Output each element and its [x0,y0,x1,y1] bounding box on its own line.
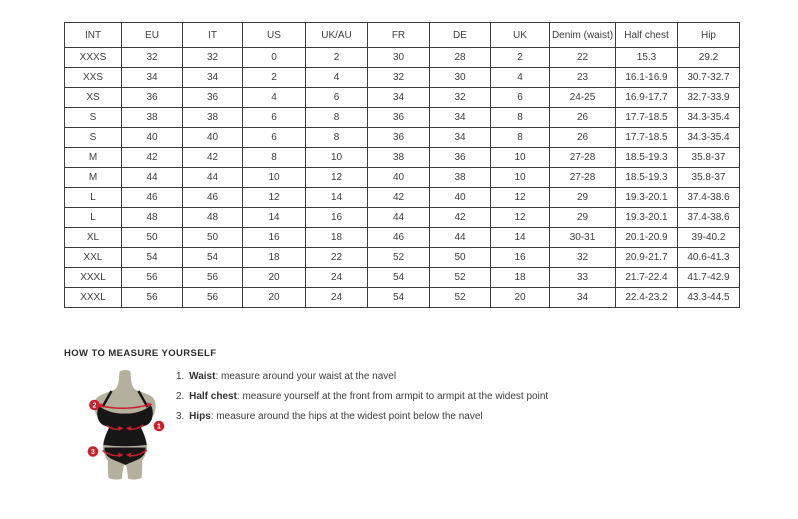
table-cell: 42 [122,148,183,168]
table-cell: 20 [243,288,306,308]
table-row [65,168,740,188]
table-cell: 40 [368,168,430,188]
table-row [65,288,740,308]
table-cell: 16 [306,208,368,228]
size-chart-table [64,22,740,308]
table-cell: 29 [550,208,616,228]
table-row [65,188,740,208]
table-cell: 18 [243,248,306,268]
table-cell: 56 [183,268,243,288]
table-cell: 20 [243,268,306,288]
table-row [65,228,740,248]
table-cell: 6 [243,128,306,148]
table-header-cell: UK [491,23,550,48]
table-cell: 34 [122,68,183,88]
table-cell: S [65,128,122,148]
table-cell: 4 [491,68,550,88]
table-cell: 16.9-17.7 [616,88,678,108]
table-cell: 34.3-35.4 [678,128,740,148]
table-cell: 18 [491,268,550,288]
table-cell: 10 [491,148,550,168]
table-cell: XXXS [65,48,122,68]
table-cell: 52 [430,288,491,308]
table-cell: 6 [306,88,368,108]
table-cell: 8 [491,128,550,148]
table-cell: 14 [243,208,306,228]
measure-step-half-chest [176,391,736,402]
table-header-cell: IT [183,23,243,48]
marker-1-number: 1 [157,423,161,431]
table-header-row [65,23,740,48]
table-cell: 20.1-20.9 [616,228,678,248]
table-cell: 32 [183,48,243,68]
measure-steps-list [176,371,736,431]
table-cell: 56 [183,288,243,308]
table-cell: 15.3 [616,48,678,68]
table-cell: 34.3-35.4 [678,108,740,128]
table-cell: 19.3-20.1 [616,188,678,208]
table-cell: 17.7-18.5 [616,108,678,128]
table-cell: 42 [430,208,491,228]
table-cell: 37.4-38.6 [678,208,740,228]
table-cell: 34 [430,108,491,128]
table-cell: 56 [122,268,183,288]
mannequin-illustration [75,366,175,506]
table-cell: 46 [183,188,243,208]
table-header-cell: Hip [678,23,740,48]
step-text: : measure yourself at the front from armpit to armpit at the widest point [236,391,549,402]
table-cell: 43.3-44.5 [678,288,740,308]
table-cell: 56 [122,288,183,308]
marker-2-number: 2 [92,402,97,410]
table-cell: XL [65,228,122,248]
table-cell: 4 [306,68,368,88]
table-cell: 12 [243,188,306,208]
table-cell: XS [65,88,122,108]
table-cell: 16 [243,228,306,248]
table-cell: 8 [491,108,550,128]
table-cell: 36 [430,148,491,168]
table-cell: 18.5-19.3 [616,168,678,188]
table-cell: 39-40.2 [678,228,740,248]
marker-3-number: 3 [91,449,95,457]
step-number: 1. [176,371,185,382]
table-cell: XXS [65,68,122,88]
table-cell: 14 [491,228,550,248]
table-row [65,68,740,88]
table-cell: 18 [306,228,368,248]
table-cell: 46 [122,188,183,208]
table-cell: 2 [491,48,550,68]
table-cell: 36 [368,128,430,148]
table-cell: 8 [243,148,306,168]
table-cell: 30-31 [550,228,616,248]
table-row [65,128,740,148]
table-cell: 32 [430,88,491,108]
measure-step-hips [176,411,736,422]
step-term: Hips [189,411,211,422]
table-cell: 18.5-19.3 [616,148,678,168]
table-cell: XXL [65,248,122,268]
table-cell: 8 [306,108,368,128]
table-cell: 12 [306,168,368,188]
table-cell: 22 [550,48,616,68]
table-cell: M [65,148,122,168]
table-cell: 40 [122,128,183,148]
table-cell: 34 [368,88,430,108]
table-cell: L [65,188,122,208]
table-row [65,148,740,168]
table-cell: M [65,168,122,188]
table-cell: 46 [368,228,430,248]
table-cell: 23 [550,68,616,88]
table-header-cell: INT [65,23,122,48]
table-cell: 36 [368,108,430,128]
table-cell: 29 [550,188,616,208]
table-cell: 38 [430,168,491,188]
table-cell: 6 [491,88,550,108]
table-cell: 32 [122,48,183,68]
table-cell: 20 [491,288,550,308]
table-cell: 12 [491,188,550,208]
table-cell: 34 [183,68,243,88]
marker-3-badge [88,446,99,457]
table-cell: 36 [183,88,243,108]
table-cell: 27-28 [550,168,616,188]
table-cell: 38 [183,108,243,128]
table-header-cell: Half chest [616,23,678,48]
table-body [65,48,740,308]
table-cell: 40 [183,128,243,148]
table-header-cell: Denim (waist) [550,23,616,48]
table-row [65,248,740,268]
table-cell: 54 [368,268,430,288]
step-number: 2. [176,391,185,402]
table-cell: S [65,108,122,128]
table-cell: 54 [122,248,183,268]
table-cell: 38 [368,148,430,168]
table-cell: XXXL [65,268,122,288]
table-row [65,268,740,288]
table-header-cell: UK/AU [306,23,368,48]
table-cell: 44 [183,168,243,188]
table-cell: 38 [122,108,183,128]
table-cell: 36 [122,88,183,108]
table-row [65,88,740,108]
marker-1-badge [154,421,165,432]
table-cell: 48 [122,208,183,228]
table-cell: 28 [430,48,491,68]
table-cell: 32 [368,68,430,88]
table-cell: 10 [306,148,368,168]
table-cell: 35.8-37 [678,168,740,188]
table-cell: 17.7-18.5 [616,128,678,148]
table-cell: 10 [491,168,550,188]
table-cell: 52 [430,268,491,288]
table-cell: 32 [550,248,616,268]
table-header-cell: FR [368,23,430,48]
table-cell: 42 [368,188,430,208]
table-cell: 14 [306,188,368,208]
how-to-measure-heading: HOW TO MEASURE YOURSELF [64,348,217,359]
table-cell: 12 [491,208,550,228]
table-row [65,208,740,228]
step-term: Waist [189,371,216,382]
table-cell: 8 [306,128,368,148]
step-number: 3. [176,411,185,422]
table-cell: 19.3-20.1 [616,208,678,228]
table-cell: 50 [122,228,183,248]
table-cell: 22 [306,248,368,268]
table-cell: 6 [243,108,306,128]
table-cell: 26 [550,108,616,128]
table-cell: 44 [122,168,183,188]
step-term: Half chest [189,391,237,402]
table-row [65,48,740,68]
table-cell: 50 [430,248,491,268]
table-cell: 30 [368,48,430,68]
table-cell: 2 [243,68,306,88]
table-cell: 37.4-38.6 [678,188,740,208]
marker-2-badge [89,400,100,411]
table-cell: 24 [306,268,368,288]
table-cell: 30.7-32.7 [678,68,740,88]
table-cell: 27-28 [550,148,616,168]
table-cell: 50 [183,228,243,248]
table-cell: XXXL [65,288,122,308]
table-cell: 22.4-23.2 [616,288,678,308]
table-cell: 54 [183,248,243,268]
table-cell: 48 [183,208,243,228]
table-cell: 29.2 [678,48,740,68]
table-cell: 42 [183,148,243,168]
table-cell: L [65,208,122,228]
table-cell: 30 [430,68,491,88]
table-cell: 10 [243,168,306,188]
table-cell: 24 [306,288,368,308]
table-cell: 41.7-42.9 [678,268,740,288]
table-cell: 0 [243,48,306,68]
step-text: : measure around the hips at the widest point below the navel [210,411,483,422]
table-cell: 34 [430,128,491,148]
table-cell: 54 [368,288,430,308]
table-cell: 26 [550,128,616,148]
table-cell: 35.8-37 [678,148,740,168]
table-cell: 2 [306,48,368,68]
table-cell: 24-25 [550,88,616,108]
table-cell: 21.7-22.4 [616,268,678,288]
table-header-cell: DE [430,23,491,48]
measure-step-waist [176,371,736,382]
table-cell: 16.1-16.9 [616,68,678,88]
table-cell: 52 [368,248,430,268]
table-header-cell: EU [122,23,183,48]
table-cell: 16 [491,248,550,268]
table-cell: 32.7-33.9 [678,88,740,108]
table-cell: 33 [550,268,616,288]
table-cell: 20.9-21.7 [616,248,678,268]
table-cell: 4 [243,88,306,108]
table-row [65,108,740,128]
table-header-cell: US [243,23,306,48]
table-cell: 44 [368,208,430,228]
table-cell: 34 [550,288,616,308]
table-cell: 44 [430,228,491,248]
table-cell: 40.6-41.3 [678,248,740,268]
step-text: : measure around your waist at the navel [215,371,397,382]
table-cell: 40 [430,188,491,208]
measurement-figure [75,366,175,506]
